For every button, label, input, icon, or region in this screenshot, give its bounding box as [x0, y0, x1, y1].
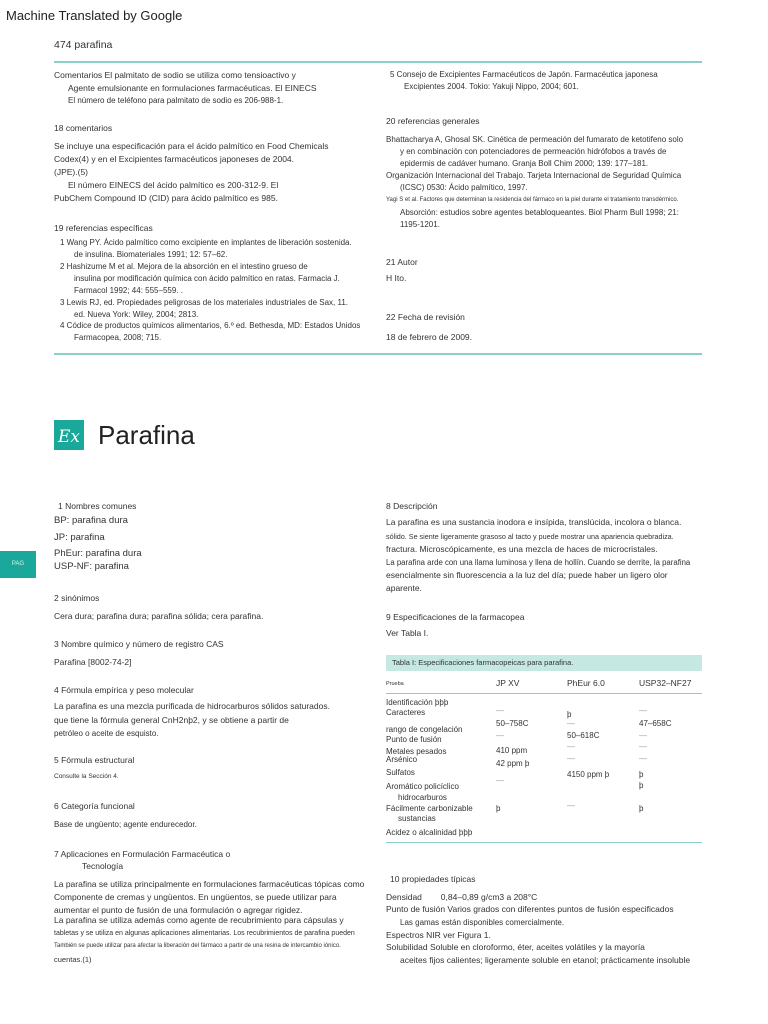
table-cell-caracteres-jp: —: [496, 706, 504, 715]
section-10-line-6: aceites fijos calientes; ligeramente soluble en etanol; prácticamente insoluble: [400, 955, 691, 965]
section-19-title: 19 referencias específicas: [54, 223, 153, 233]
section-4-line-1: La parafina es una mezcla purificada de hidrocarburos sólidos saturados.: [54, 701, 330, 711]
table-caption: Tabla I: Especificaciones farmacopeicas para parafina.: [392, 658, 574, 667]
section-4-title: 4 Fórmula empírica y peso molecular: [54, 685, 194, 695]
section-9-body: Ver Tabla I.: [386, 628, 429, 638]
section-3-body: Parafina [8002-74-2]: [54, 657, 132, 667]
section-7-line-4: La parafina se utiliza además como agente de recubrimiento para cápsulas y: [54, 915, 344, 925]
ref-4a: 4 Códice de productos químicos alimentarios, 6.º ed. Bethesda, MD: Estados Unidos: [60, 321, 361, 330]
section-22-body: 18 de febrero de 2009.: [386, 332, 473, 342]
section-9-title: 9 Especificaciones de la farmacopea: [386, 612, 525, 622]
ref-3a: 3 Lewis RJ, ed. Propiedades peligrosas de los materiales industriales de Sax, 11.: [60, 298, 349, 307]
ref-2b: insulina por modificación química con ácido palmítico en ratas. Farmacia J.: [74, 274, 340, 283]
side-tab[interactable]: PAG: [0, 551, 36, 578]
table-row-carbonizable: Fácilmente carbonizable: [386, 804, 473, 813]
section-7-line-7: cuentas.(1): [54, 955, 92, 964]
section-8-line-2: sólido. Se siente ligeramente grasoso al tacto y puede mostrar una apariencia quebradiza.: [386, 532, 674, 541]
section-18-line-5: PubChem Compound ID (CID) para ácido palmítico es 985.: [54, 193, 278, 203]
section-8-line-4: La parafina arde con una llama luminosa y llena de hollín. Cuando se derrite, la parafina: [386, 558, 691, 567]
table-row-metales: Metales pesados: [386, 747, 447, 756]
common-name-bp: BP: parafina dura: [54, 515, 128, 526]
section-4-line-2: que tiene la fórmula general CnH2nþ2, y se obtiene a partir de: [54, 715, 289, 725]
ref-2c: Farmacol 1992; 44: 555–559. .: [74, 286, 183, 295]
common-name-pheur: PhEur: parafina dura: [54, 548, 142, 559]
gen-ref-3b: Absorción: estudios sobre agentes betabloqueantes. Biol Pharm Bull 1998; 21:: [400, 208, 679, 217]
section-8-line-1: La parafina es una sustancia inodora e insípida, translúcida, incolora o blanca.: [386, 517, 682, 527]
section-7-line-5: tabletas y se utiliza en algunas aplicaciones alimentarias. Los recubrimientos de parafina pueden: [54, 930, 355, 937]
table-cell-carbonizable-jp: þ: [496, 804, 501, 813]
gen-ref-1c: epidermis de cadáver humano. Granja Boll Chim 2000; 139: 177–181.: [400, 159, 649, 168]
section-2-body: Cera dura; parafina dura; parafina sólida; cera parafina.: [54, 611, 264, 621]
table-cell-aromatico-jp: —: [496, 776, 504, 785]
comments-line-2: Agente emulsionante en formulaciones farmacéuticas. El EINECS: [68, 83, 317, 93]
table-header-rule: [386, 693, 702, 694]
section-8-line-3: fractura. Microscópicamente, es una mezcla de haces de microcristales.: [386, 544, 658, 554]
footer-rule: [54, 353, 702, 355]
table-cell-arsenico-pheur: —: [567, 754, 575, 763]
section-4-line-3: petróleo o aceite de esquisto.: [54, 729, 159, 738]
ref-2a: 2 Hashizume M et al. Mejora de la absorción en el intestino grueso de: [60, 262, 308, 271]
page-header: 474 parafina: [54, 39, 113, 51]
section-18-line-4: El número EINECS del ácido palmítico es 200-312-9. El: [68, 180, 279, 190]
table-header-test: Prueba: [386, 681, 404, 687]
table-cell-sulfatos-pheur: 4150 ppm þ: [567, 770, 610, 779]
section-7-line-1: La parafina se utiliza principalmente en formulaciones farmacéuticas tópicas como: [54, 879, 365, 889]
table-cell-carbonizable-pheur: —: [567, 801, 575, 810]
section-7-line-2: Componente de cremas y ungüentos. En ungüentos, se puede utilizar para: [54, 892, 337, 902]
section-10-line-3: Las gamas están disponibles comercialmente.: [400, 918, 565, 927]
section-21-body: H Ito.: [386, 273, 407, 283]
section-18-line-1: Se incluye una especificación para el ácido palmítico en Food Chemicals: [54, 141, 329, 151]
section-5-title: 5 Fórmula estructural: [54, 755, 135, 765]
translation-banner: [0, 0, 768, 32]
table-cell-congelacion-jp: 50–758C: [496, 719, 529, 728]
section-10-line-4: Espectros NIR ver Figura 1.: [386, 930, 491, 940]
table-header-jp: JP XV: [496, 678, 520, 688]
table-row-acidez: Acidez o alcalinidad þþþ: [386, 828, 473, 837]
table-cell-metales-usp: —: [639, 742, 647, 751]
section-18-title: 18 comentarios: [54, 123, 113, 133]
table-row-identification: Identificación þþþ: [386, 698, 449, 707]
table-bottom-rule: [386, 842, 702, 843]
section-2-title: 2 sinónimos: [54, 593, 100, 603]
ex-glyph-icon: [54, 420, 84, 450]
section-5-body: Consulte la Sección 4.: [54, 773, 119, 780]
section-22-title: 22 Fecha de revisión: [386, 312, 465, 322]
excipient-logo-icon: [54, 420, 84, 450]
section-10-line-2: Punto de fusión Varios grados con diferentes puntos de fusión especificados: [386, 904, 674, 914]
ref-4b: Farmacopea, 2008; 715.: [74, 333, 162, 342]
section-7-title-2: Tecnología: [82, 861, 124, 871]
table-cell-fusion-jp: —: [496, 731, 504, 740]
table-cell-arsenico-jp: 42 ppm þ: [496, 759, 530, 768]
section-8-title: 8 Descripción: [386, 501, 438, 511]
comments-line-1: Comentarios El palmitato de sodio se utiliza como tensioactivo y: [54, 70, 296, 80]
table-cell-aromatico-usp: þ: [639, 781, 644, 790]
table-row-congelacion: rango de congelación: [386, 725, 463, 734]
logo-glyph: Ex: [58, 427, 80, 447]
table-cell-sulfatos-usp: þ: [639, 770, 644, 779]
ref-1a: 1 Wang PY. Ácido palmítico como excipiente en implantes de liberación sostenida.: [60, 238, 352, 247]
section-20-title: 20 referencias generales: [386, 116, 480, 126]
section-7-line-6: También se puede utilizar para afectar la liberación del fármaco a partir de una resina de intercambio iónico.: [54, 943, 341, 949]
banner-text: Machine Translated by Google: [6, 8, 183, 23]
table-cell-carbonizable-usp: þ: [639, 804, 644, 813]
section-10-title: 10 propiedades típicas: [390, 874, 476, 884]
table-cell-fusion-pheur: 50–618C: [567, 731, 600, 740]
section-6-body: Base de ungüento; agente endurecedor.: [54, 820, 197, 829]
section-3-title: 3 Nombre químico y número de registro CAS: [54, 639, 224, 649]
ref-1b: de insulina. Biomateriales 1991; 12: 57–62.: [74, 250, 228, 259]
common-name-usp: USP-NF: parafina: [54, 561, 129, 572]
table-cell-fusion-usp: —: [639, 731, 647, 740]
gen-ref-3c: 1195-1201.: [400, 220, 440, 229]
ref-5a: 5 Consejo de Excipientes Farmacéuticos de Japón. Farmacéutica japonesa: [390, 70, 658, 79]
table-cell-congelacion-pheur: —: [567, 719, 575, 728]
table-row-aromatico-cont: hidrocarburos: [398, 793, 447, 802]
section-7-title: 7 Aplicaciones en Formulación Farmacéutica o: [54, 849, 231, 859]
common-name-jp: JP: parafina: [54, 532, 105, 543]
gen-ref-1b: y en combinación con potenciadores de permeación hidrófobos a través de: [400, 147, 667, 156]
table-row-caracteres: Caracteres: [386, 708, 426, 717]
gen-ref-2b: (ICSC) 0530: Ácido palmítico, 1997.: [400, 183, 528, 192]
table-cell-metales-pheur: —: [567, 742, 575, 751]
table-cell-metales-jp: 410 ppm: [496, 746, 528, 755]
section-18-line-3: (JPE).(5): [54, 167, 88, 177]
table-row-carbonizable-cont: sustancias: [398, 814, 436, 823]
gen-ref-2a: Organización Internacional del Trabajo. Tarjeta Internacional de Seguridad Química: [386, 171, 682, 180]
section-10-line-1: Densidad 0,84–0,89 g/cm3 a 208°C: [386, 892, 538, 902]
table-cell-caracteres-pheur: þ: [567, 710, 572, 719]
table-row-aromatico: Aromático policíclico: [386, 782, 459, 791]
monograph-title: Parafina: [98, 420, 195, 450]
section-7-line-3: aumentar el punto de fusión de una formulación o agregar rigidez.: [54, 905, 303, 915]
table-cell-congelacion-usp: 47–658C: [639, 719, 672, 728]
ref-3b: ed. Nueva York: Wiley, 2004; 2813.: [74, 310, 199, 319]
header-rule: [54, 61, 702, 63]
section-1-title: 1 Nombres comunes: [58, 501, 137, 511]
gen-ref-3a: Yagi S et al. Factores que determinan la residencia del fármaco en la piel durante el tratamiento transdérmico.: [386, 197, 679, 203]
ref-5b: Excipientes 2004. Tokio: Yakuji Nippo, 2004; 601.: [404, 82, 579, 91]
table-header-usp: USP32–NF27: [639, 678, 692, 688]
section-8-line-5: esencialmente sin fluorescencia a la luz del día; puede haber un ligero olor: [386, 570, 668, 580]
table-row-fusion: Punto de fusión: [386, 735, 442, 744]
table-header-pheur: PhEur 6.0: [567, 678, 605, 688]
table-row-sulfatos: Sulfatos: [386, 768, 415, 777]
gen-ref-1a: Bhattacharya A, Ghosal SK. Cinética de permeación del fumarato de ketotifeno solo: [386, 135, 684, 144]
section-8-line-6: aparente.: [386, 583, 422, 593]
section-18-line-2: Codex(4) y en el Excipientes farmacéuticos japoneses de 2004.: [54, 154, 295, 164]
comments-line-3: El número de teléfono para palmitato de sodio es 206-988-1.: [68, 96, 284, 105]
section-21-title: 21 Autor: [386, 257, 418, 267]
table-cell-caracteres-usp: —: [639, 706, 647, 715]
table-cell-arsenico-usp: —: [639, 754, 647, 763]
section-10-line-5: Solubilidad Soluble en cloroformo, éter, aceites volátiles y la mayoría: [386, 942, 645, 952]
table-row-arsenico: Arsénico: [386, 755, 418, 764]
section-6-title: 6 Categoría funcional: [54, 801, 135, 811]
